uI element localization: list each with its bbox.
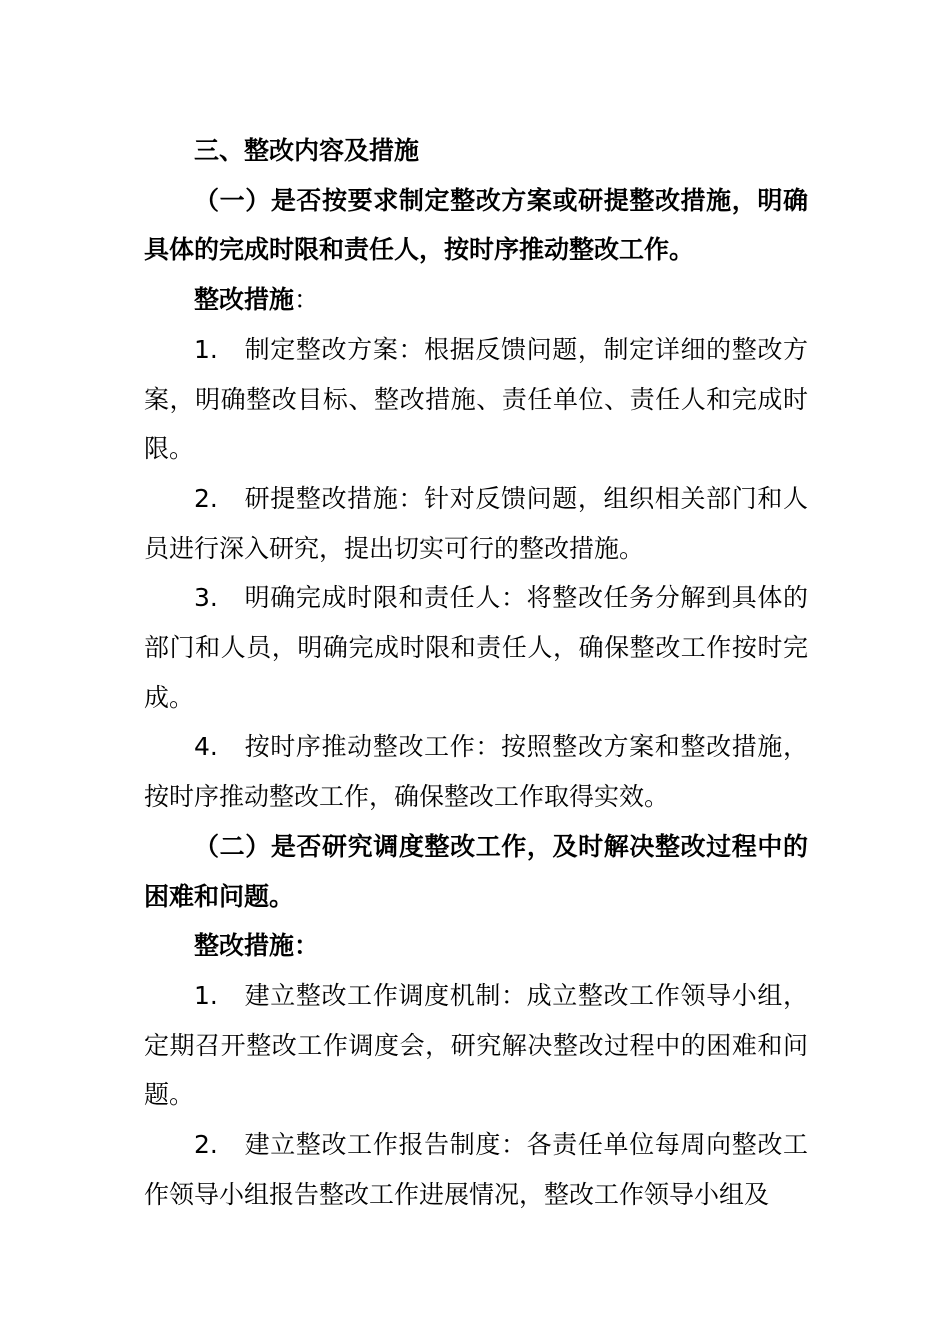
- section-heading: 三、整改内容及措施: [194, 136, 420, 165]
- document-body: [144, 126, 808, 1219]
- step-number: 2.: [194, 1130, 218, 1160]
- step-number: 1.: [194, 980, 218, 1010]
- step-number: 1.: [194, 334, 218, 364]
- item2-step-2: [144, 1120, 808, 1219]
- item1-step-4: [144, 722, 808, 821]
- step-number: 2.: [194, 483, 218, 513]
- item1-step-1: [144, 325, 808, 474]
- measures-label-text: 整改措施: [194, 285, 295, 315]
- step-text: 建立整改工作报告制度：各责任单位每周向整改工作领导小组报告整改工作进展情况，整改工作领导小组及: [144, 1130, 808, 1209]
- step-text: 明确完成时限和责任人：将整改任务分解到具体的部门和人员，明确完成时限和责任人，确保整改工作按时完成。: [144, 583, 808, 712]
- item1-step-3: [144, 573, 808, 722]
- item1-question: （一）是否按要求制定整改方案或研提整改措施，明确具体的完成时限和责任人，按时序推动整改工作。: [144, 185, 808, 265]
- item2-step-1: [144, 971, 808, 1120]
- item1-step-2: [144, 474, 808, 573]
- step-number: 3.: [194, 583, 218, 613]
- step-text: 制定整改方案：根据反馈问题，制定详细的整改方案，明确整改目标、整改措施、责任单位、责任人和完成时限。: [144, 334, 808, 464]
- step-text: 按时序推动整改工作：按照整改方案和整改措施，按时序推动整改工作，确保整改工作取得实效。: [144, 732, 808, 812]
- step-text: 建立整改工作调度机制：成立整改工作领导小组，定期召开整改工作调度会，研究解决整改过程中的困难和问题。: [144, 980, 808, 1110]
- item2-question: （二）是否研究调度整改工作，及时解决整改过程中的困难和问题。: [144, 831, 808, 911]
- step-number: 4.: [194, 732, 218, 762]
- item1-measures-label: [144, 275, 808, 325]
- step-text: 研提整改措施：针对反馈问题，组织相关部门和人员进行深入研究，提出切实可行的整改措施。: [144, 483, 808, 563]
- measures-label-colon: ：: [294, 285, 320, 315]
- item2-measures-label: 整改措施：: [194, 931, 320, 961]
